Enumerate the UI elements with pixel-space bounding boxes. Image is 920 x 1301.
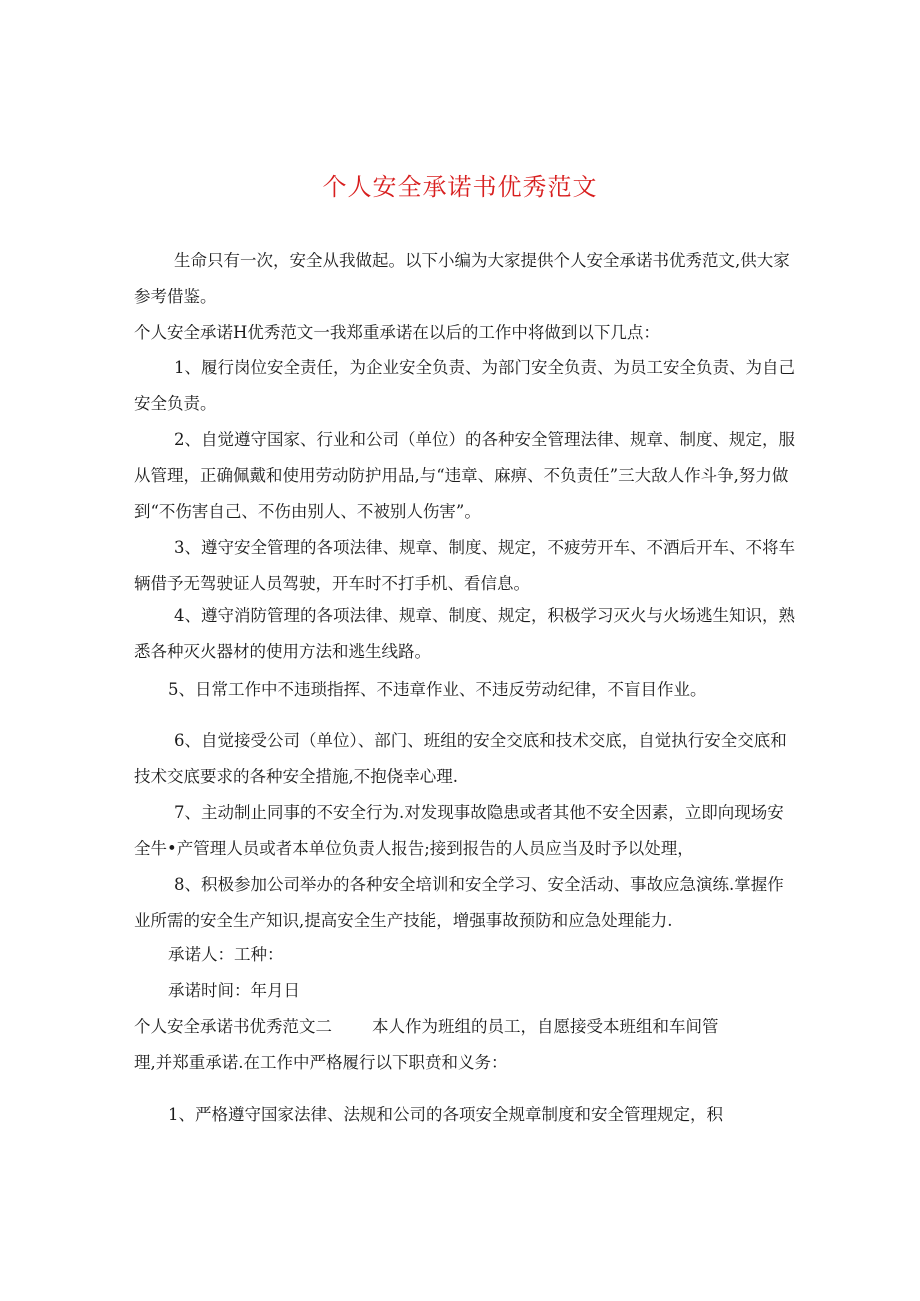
list-item: 8、积极参加公司举办的各种安全培训和安全学习、安全活动、事故应急演练.掌握作业所需的安全生产知识,提高安全生产技能，增强事故预防和应急处理能力.	[134, 875, 784, 930]
section2-line-1	[134, 1009, 796, 1045]
list-item: 4、遵守消防管理的各项法律、规章、制度、规定，积极学习灭火与火场逃生知识，熟悉各种灭火器材的使用方法和逃生线路。	[134, 606, 795, 661]
list-item: 1、严格遵守国家法律、法规和公司的各项安全规章制度和安全管理规定，积	[168, 1105, 723, 1124]
promiser-block	[134, 937, 796, 973]
section2-heading: 个人安全承诺书优秀范文二	[134, 1017, 332, 1036]
item4-block	[134, 598, 796, 670]
promiser-line: 承诺人：工种：	[168, 945, 284, 964]
date-block	[134, 973, 796, 1009]
item2-block	[134, 422, 796, 530]
section2-block	[134, 1009, 796, 1081]
list-item: 3、遵守安全管理的各项法律、规章、制度、规定，不疲劳开车、不酒后开车、不将车辆借予无驾驶证人员驾驶，开车时不打手机、看信息。	[134, 538, 795, 593]
list-item: 1、履行岗位安全责任，为企业安全负责、为部门安全负责、为员工安全负责、为自己安全负责。	[134, 358, 795, 413]
section1-heading: 个人安全承诺H优秀范文一我郑重承诺在以后的工作中将做到以下几点：	[134, 323, 660, 342]
date-line: 承诺时间：年月日	[168, 981, 300, 1000]
list-item: 6、自觉接受公司（单位）、部门、班组的安全交底和技术交底，自觉执行安全交底和技术交底要求的各种安全措施,不抱侥幸心理.	[134, 731, 787, 786]
item5-block	[134, 672, 796, 708]
section2-text-a: 本人作为班组的员工，自愿接受本班组和车间管	[372, 1017, 719, 1036]
section1-heading-block	[134, 315, 796, 351]
intro-block	[134, 243, 796, 315]
item6-block	[134, 723, 796, 795]
list-item: 2、自觉遵守国家、行业和公司（单位）的各种安全管理法律、规章、制度、规定，服从管理，正确佩戴和使用劳动防护用品,与“违章、麻痹、不负责任”三大敌人作斗争,努力做到“不伤害自己、不伤由别人、不被别人伤害”。	[134, 430, 795, 521]
item3-block	[134, 530, 796, 602]
item7-block	[134, 795, 796, 867]
item8-block	[134, 867, 796, 939]
list-item: 7、主动制止同事的不安全行为.对发现事故隐患或者其他不安全因素，立即向现场安全牛•产管理人员或者本单位负责人报告;接到报告的人员应当及时予以处理，	[134, 803, 784, 858]
section2-item1-block	[134, 1097, 796, 1133]
section2-text-b: 理,并郑重承诺.在工作中严格履行以下职贲和义务：	[134, 1053, 508, 1072]
item1-block	[134, 350, 796, 422]
document-title: 个人安全承诺书优秀范文	[322, 173, 598, 201]
intro-paragraph: 生命只有一次，安全从我做起。以下小编为大家提供个人安全承诺书优秀范文,供大家参考借鉴。	[134, 251, 790, 306]
list-item: 5、日常工作中不违琐指挥、不违章作业、不违反劳动纪律，不盲目作业。	[168, 680, 707, 699]
